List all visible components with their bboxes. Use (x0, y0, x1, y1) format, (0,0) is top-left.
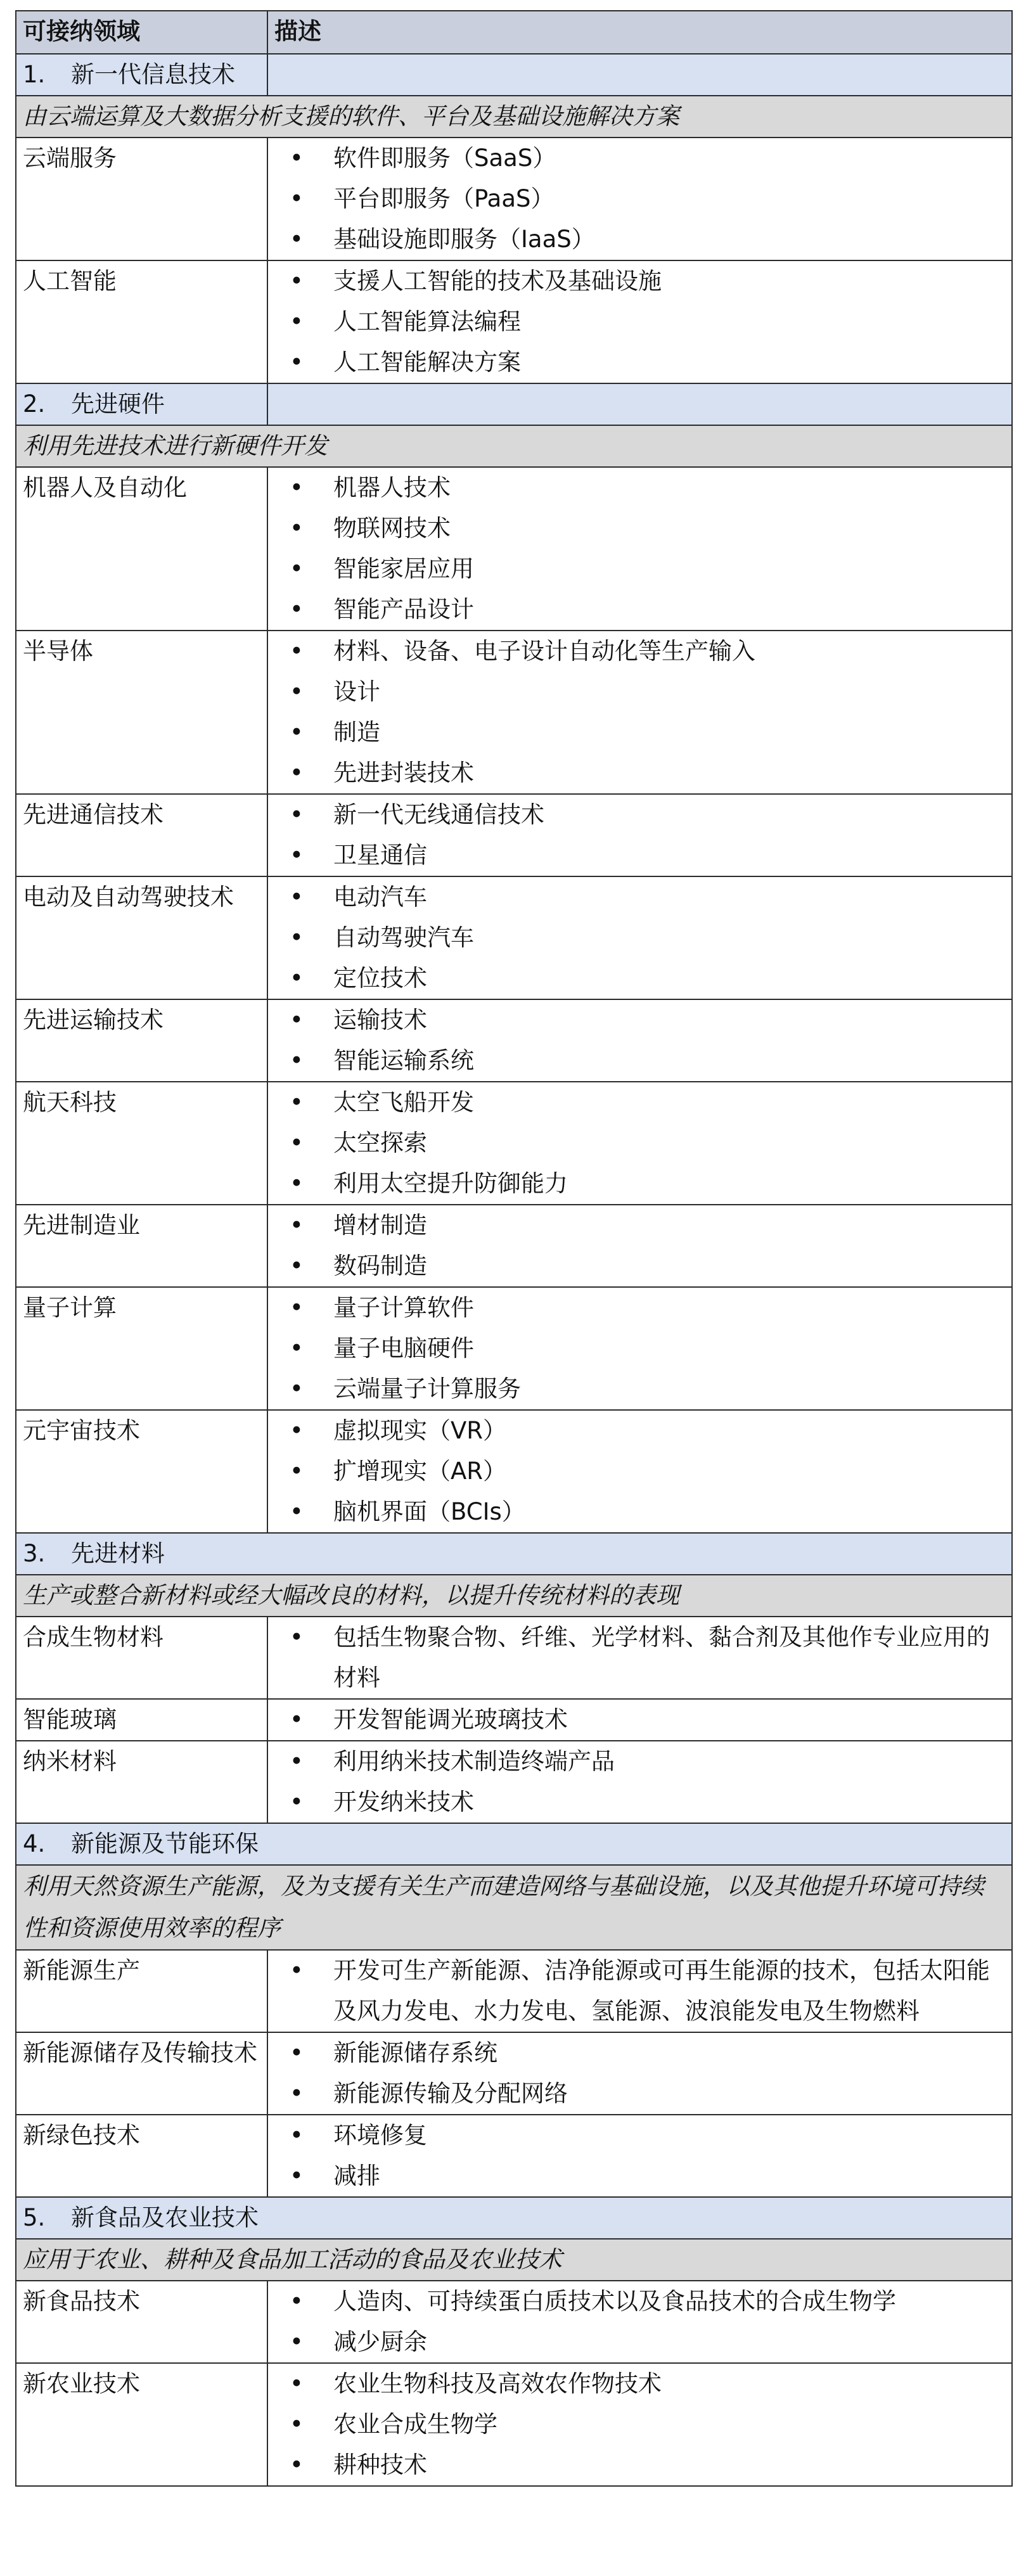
item-text: 智能产品设计 (333, 596, 474, 623)
table-row (16, 1741, 1012, 1823)
list-item (274, 1000, 1005, 1041)
bullet-icon: • (290, 678, 304, 705)
table-row (16, 1082, 1012, 1205)
bullet-icon: • (290, 1788, 304, 1816)
area-description (267, 631, 1012, 794)
bullet-icon: • (290, 1047, 304, 1074)
table-row (16, 631, 1012, 794)
list-item (274, 1617, 1005, 1698)
bullet-icon: • (290, 1375, 304, 1402)
table-row (16, 2032, 1012, 2115)
bullet-icon: • (290, 1170, 304, 1197)
item-text: 机器人技术 (333, 474, 451, 501)
list-item (274, 549, 1005, 589)
list-item (274, 1288, 1005, 1328)
item-text: 软件即服务（SaaS） (333, 144, 556, 172)
bullet-icon: • (290, 719, 304, 746)
table-row (16, 2281, 1012, 2363)
section-row (16, 1823, 1012, 1865)
list-item (274, 1492, 1005, 1532)
section-title-cell (16, 54, 267, 96)
area-name: 元宇宙技术 (16, 1410, 267, 1533)
item-text: 脑机界面（BCIs） (333, 1498, 525, 1525)
item-text: 人造肉、可持续蛋白质技术以及食品技术的合成生物学 (333, 2288, 896, 2315)
item-text: 利用太空提升防御能力 (333, 1170, 568, 1197)
list-item (274, 342, 1005, 383)
section-title-cell (16, 383, 267, 425)
table-row (16, 1617, 1012, 1699)
table-row (16, 1410, 1012, 1533)
list-item (274, 468, 1005, 508)
list-item (274, 753, 1005, 793)
area-name: 新食品技术 (16, 2281, 267, 2363)
section-description-row (16, 1575, 1012, 1617)
bullet-icon: • (290, 1417, 304, 1444)
area-name: 半导体 (16, 631, 267, 794)
section-number: 1. (23, 61, 46, 88)
bullet-icon: • (290, 596, 304, 623)
list-item (274, 712, 1005, 753)
table-row (16, 999, 1012, 1082)
area-description (267, 1287, 1012, 1410)
table-row (16, 467, 1012, 631)
bullet-icon: • (290, 1089, 304, 1116)
bullet-icon: • (290, 842, 304, 869)
area-description (267, 1950, 1012, 2032)
list-item (274, 1451, 1005, 1492)
table-row (16, 876, 1012, 999)
list-item (274, 302, 1005, 342)
list-item (274, 2364, 1005, 2404)
table-row (16, 1287, 1012, 1410)
eligible-areas-table (15, 10, 1013, 2487)
list-item (274, 2156, 1005, 2196)
list-item (274, 1041, 1005, 1081)
item-text: 材料、设备、电子设计自动化等生产输入 (333, 638, 755, 665)
item-text: 太空飞船开发 (333, 1089, 474, 1116)
bullet-icon: • (290, 474, 304, 501)
list-item (274, 1123, 1005, 1163)
bullet-icon: • (290, 1212, 304, 1239)
bullet-icon: • (290, 924, 304, 951)
section-title: 先进材料 (71, 1540, 165, 1567)
area-name: 电动及自动驾驶技术 (16, 876, 267, 999)
item-text: 减排 (333, 2162, 380, 2189)
list-item (274, 1411, 1005, 1451)
item-text: 量子电脑硬件 (333, 1335, 474, 1362)
item-text: 减少厨余 (333, 2328, 427, 2355)
list-item (274, 835, 1005, 876)
item-text: 新能源传输及分配网络 (333, 2080, 568, 2107)
bullet-icon: • (290, 801, 304, 828)
bullet-icon: • (290, 1498, 304, 1525)
list-item (274, 1205, 1005, 1246)
bullet-icon: • (290, 759, 304, 786)
item-text: 智能家居应用 (333, 555, 474, 582)
area-name: 智能玻璃 (16, 1699, 267, 1741)
bullet-icon: • (290, 1335, 304, 1362)
area-description (267, 2363, 1012, 2486)
list-item (274, 2033, 1005, 2073)
section-number: 4. (23, 1830, 46, 1857)
section-description: 应用于农业、耕种及食品加工活动的食品及农业技术 (16, 2239, 1012, 2281)
area-name: 先进运输技术 (16, 999, 267, 1082)
bullet-icon: • (290, 226, 304, 253)
area-name: 人工智能 (16, 260, 267, 383)
bullet-icon: • (290, 964, 304, 992)
section-title-cell (16, 2197, 1012, 2239)
list-item (274, 631, 1005, 672)
bullet-icon: • (290, 1748, 304, 1775)
list-item (274, 261, 1005, 302)
area-description (267, 876, 1012, 999)
item-text: 自动驾驶汽车 (333, 924, 474, 951)
list-item (274, 958, 1005, 999)
area-name: 航天科技 (16, 1082, 267, 1205)
list-item (274, 1741, 1005, 1782)
area-description (267, 2281, 1012, 2363)
item-text: 农业生物科技及高效农作物技术 (333, 2370, 662, 2397)
section-title: 先进硬件 (71, 390, 165, 418)
bullet-icon: • (290, 638, 304, 665)
item-text: 人工智能算法编程 (333, 308, 521, 335)
list-item (274, 2322, 1005, 2362)
section-description: 利用天然资源生产能源，及为支援有关生产而建造网络与基础设施，以及其他提升环境可持续性和资源使用效率的程序 (16, 1865, 1012, 1950)
section-title-cell (16, 1823, 1012, 1865)
header-area: 可接纳领域 (16, 11, 267, 54)
bullet-icon: • (290, 1458, 304, 1485)
area-name: 新绿色技术 (16, 2115, 267, 2197)
area-name: 先进制造业 (16, 1205, 267, 1287)
list-item (274, 795, 1005, 835)
table-row (16, 2363, 1012, 2486)
bullet-icon: • (290, 1706, 304, 1733)
bullet-icon: • (290, 1624, 304, 1651)
area-description (267, 1617, 1012, 1699)
section-row (16, 1533, 1012, 1575)
item-text: 开发智能调光玻璃技术 (333, 1706, 568, 1733)
area-name: 新能源储存及传输技术 (16, 2032, 267, 2115)
table-row (16, 260, 1012, 383)
bullet-icon: • (290, 2370, 304, 2397)
area-description (267, 260, 1012, 383)
item-text: 新能源储存系统 (333, 2039, 497, 2067)
section-description-row (16, 2239, 1012, 2281)
list-item (274, 589, 1005, 630)
list-item (274, 1951, 1005, 2032)
item-text: 运输技术 (333, 1006, 427, 1034)
list-item (274, 2404, 1005, 2445)
item-text: 新一代无线通信技术 (333, 801, 544, 828)
area-description (267, 2115, 1012, 2197)
list-item (274, 1328, 1005, 1369)
bullet-icon: • (290, 349, 304, 376)
table-row (16, 1205, 1012, 1287)
item-text: 制造 (333, 719, 380, 746)
list-item (274, 1246, 1005, 1286)
item-text: 先进封装技术 (333, 759, 474, 786)
bullet-icon: • (290, 2039, 304, 2067)
list-item (274, 138, 1005, 179)
area-description (267, 2032, 1012, 2115)
section-row (16, 54, 1012, 96)
item-text: 环境修复 (333, 2122, 427, 2149)
table-row (16, 138, 1012, 260)
table-row (16, 794, 1012, 876)
item-text: 平台即服务（PaaS） (333, 185, 555, 212)
list-item (274, 672, 1005, 712)
area-description (267, 999, 1012, 1082)
bullet-icon: • (290, 144, 304, 172)
header-description: 描述 (267, 11, 1012, 54)
bullet-icon: • (290, 185, 304, 212)
list-item (274, 2073, 1005, 2114)
list-item (274, 1163, 1005, 1204)
area-description (267, 794, 1012, 876)
list-item (274, 2115, 1005, 2156)
area-name: 新农业技术 (16, 2363, 267, 2486)
section-title: 新食品及农业技术 (71, 2204, 259, 2231)
item-text: 人工智能解决方案 (333, 349, 521, 376)
item-text: 太空探索 (333, 1129, 427, 1157)
item-text: 开发纳米技术 (333, 1788, 474, 1816)
bullet-icon: • (290, 2288, 304, 2315)
section-number: 2. (23, 390, 46, 418)
bullet-icon: • (290, 2162, 304, 2189)
bullet-icon: • (290, 267, 304, 295)
bullet-icon: • (290, 2451, 304, 2478)
bullet-icon: • (290, 883, 304, 911)
item-text: 增材制造 (333, 1212, 427, 1239)
table-row (16, 1699, 1012, 1741)
list-item (274, 877, 1005, 918)
section-row (16, 383, 1012, 425)
section-description: 利用先进技术进行新硬件开发 (16, 425, 1012, 467)
list-item (274, 918, 1005, 958)
area-name: 量子计算 (16, 1287, 267, 1410)
table-header-row (16, 11, 1012, 54)
list-item (274, 179, 1005, 219)
area-description (267, 1699, 1012, 1741)
area-description (267, 1741, 1012, 1823)
item-text: 虚拟现实（VR） (333, 1417, 507, 1444)
section-title: 新一代信息技术 (71, 61, 235, 88)
section-description-row (16, 425, 1012, 467)
list-item (274, 2281, 1005, 2322)
area-description (267, 1205, 1012, 1287)
bullet-icon: • (290, 1129, 304, 1157)
list-item (274, 219, 1005, 260)
section-number: 3. (23, 1540, 46, 1567)
list-item (274, 1782, 1005, 1823)
item-text: 数码制造 (333, 1252, 427, 1279)
section-number: 5. (23, 2204, 46, 2231)
item-text: 卫星通信 (333, 842, 427, 869)
section-description-row (16, 96, 1012, 138)
item-text: 量子计算软件 (333, 1294, 474, 1321)
table-row (16, 1950, 1012, 2032)
item-text: 耕种技术 (333, 2451, 427, 2478)
section-title-cell (16, 1533, 1012, 1575)
bullet-icon: • (290, 515, 304, 542)
section-empty-cell (267, 54, 1012, 96)
table-row (16, 2115, 1012, 2197)
item-text: 智能运输系统 (333, 1047, 474, 1074)
bullet-icon: • (290, 2328, 304, 2355)
bullet-icon: • (290, 1294, 304, 1321)
area-name: 纳米材料 (16, 1741, 267, 1823)
item-text: 基础设施即服务（IaaS） (333, 226, 595, 253)
section-description: 由云端运算及大数据分析支援的软件、平台及基础设施解决方案 (16, 96, 1012, 138)
list-item (274, 1700, 1005, 1740)
item-text: 开发可生产新能源、洁净能源或可再生能源的技术，包括太阳能及风力发电、水力发电、氢能源、波浪能发电及生物燃料 (333, 1957, 990, 2025)
item-text: 云端量子计算服务 (333, 1375, 521, 1402)
section-description-row (16, 1865, 1012, 1950)
area-description (267, 1082, 1012, 1205)
item-text: 电动汽车 (333, 883, 427, 911)
area-name: 合成生物材料 (16, 1617, 267, 1699)
list-item (274, 1369, 1005, 1409)
bullet-icon: • (290, 2080, 304, 2107)
bullet-icon: • (290, 2411, 304, 2438)
bullet-icon: • (290, 1252, 304, 1279)
list-item (274, 2445, 1005, 2485)
item-text: 包括生物聚合物、纤维、光学材料、黏合剂及其他作专业应用的材料 (333, 1624, 990, 1691)
bullet-icon: • (290, 555, 304, 582)
area-description (267, 467, 1012, 631)
list-item (274, 1082, 1005, 1123)
list-item (274, 508, 1005, 549)
area-description (267, 1410, 1012, 1533)
section-description: 生产或整合新材料或经大幅改良的材料，以提升传统材料的表现 (16, 1575, 1012, 1617)
section-empty-cell (267, 383, 1012, 425)
section-row (16, 2197, 1012, 2239)
item-text: 农业合成生物学 (333, 2411, 497, 2438)
area-name: 新能源生产 (16, 1950, 267, 2032)
area-description (267, 138, 1012, 260)
bullet-icon: • (290, 1957, 304, 1984)
item-text: 定位技术 (333, 964, 427, 992)
bullet-icon: • (290, 1006, 304, 1034)
item-text: 支援人工智能的技术及基础设施 (333, 267, 662, 295)
bullet-icon: • (290, 308, 304, 335)
area-name: 云端服务 (16, 138, 267, 260)
item-text: 设计 (333, 678, 380, 705)
item-text: 物联网技术 (333, 515, 451, 542)
area-name: 机器人及自动化 (16, 467, 267, 631)
item-text: 扩增现实（AR） (333, 1458, 507, 1485)
section-title: 新能源及节能环保 (71, 1830, 259, 1857)
bullet-icon: • (290, 2122, 304, 2149)
area-name: 先进通信技术 (16, 794, 267, 876)
item-text: 利用纳米技术制造终端产品 (333, 1748, 615, 1775)
